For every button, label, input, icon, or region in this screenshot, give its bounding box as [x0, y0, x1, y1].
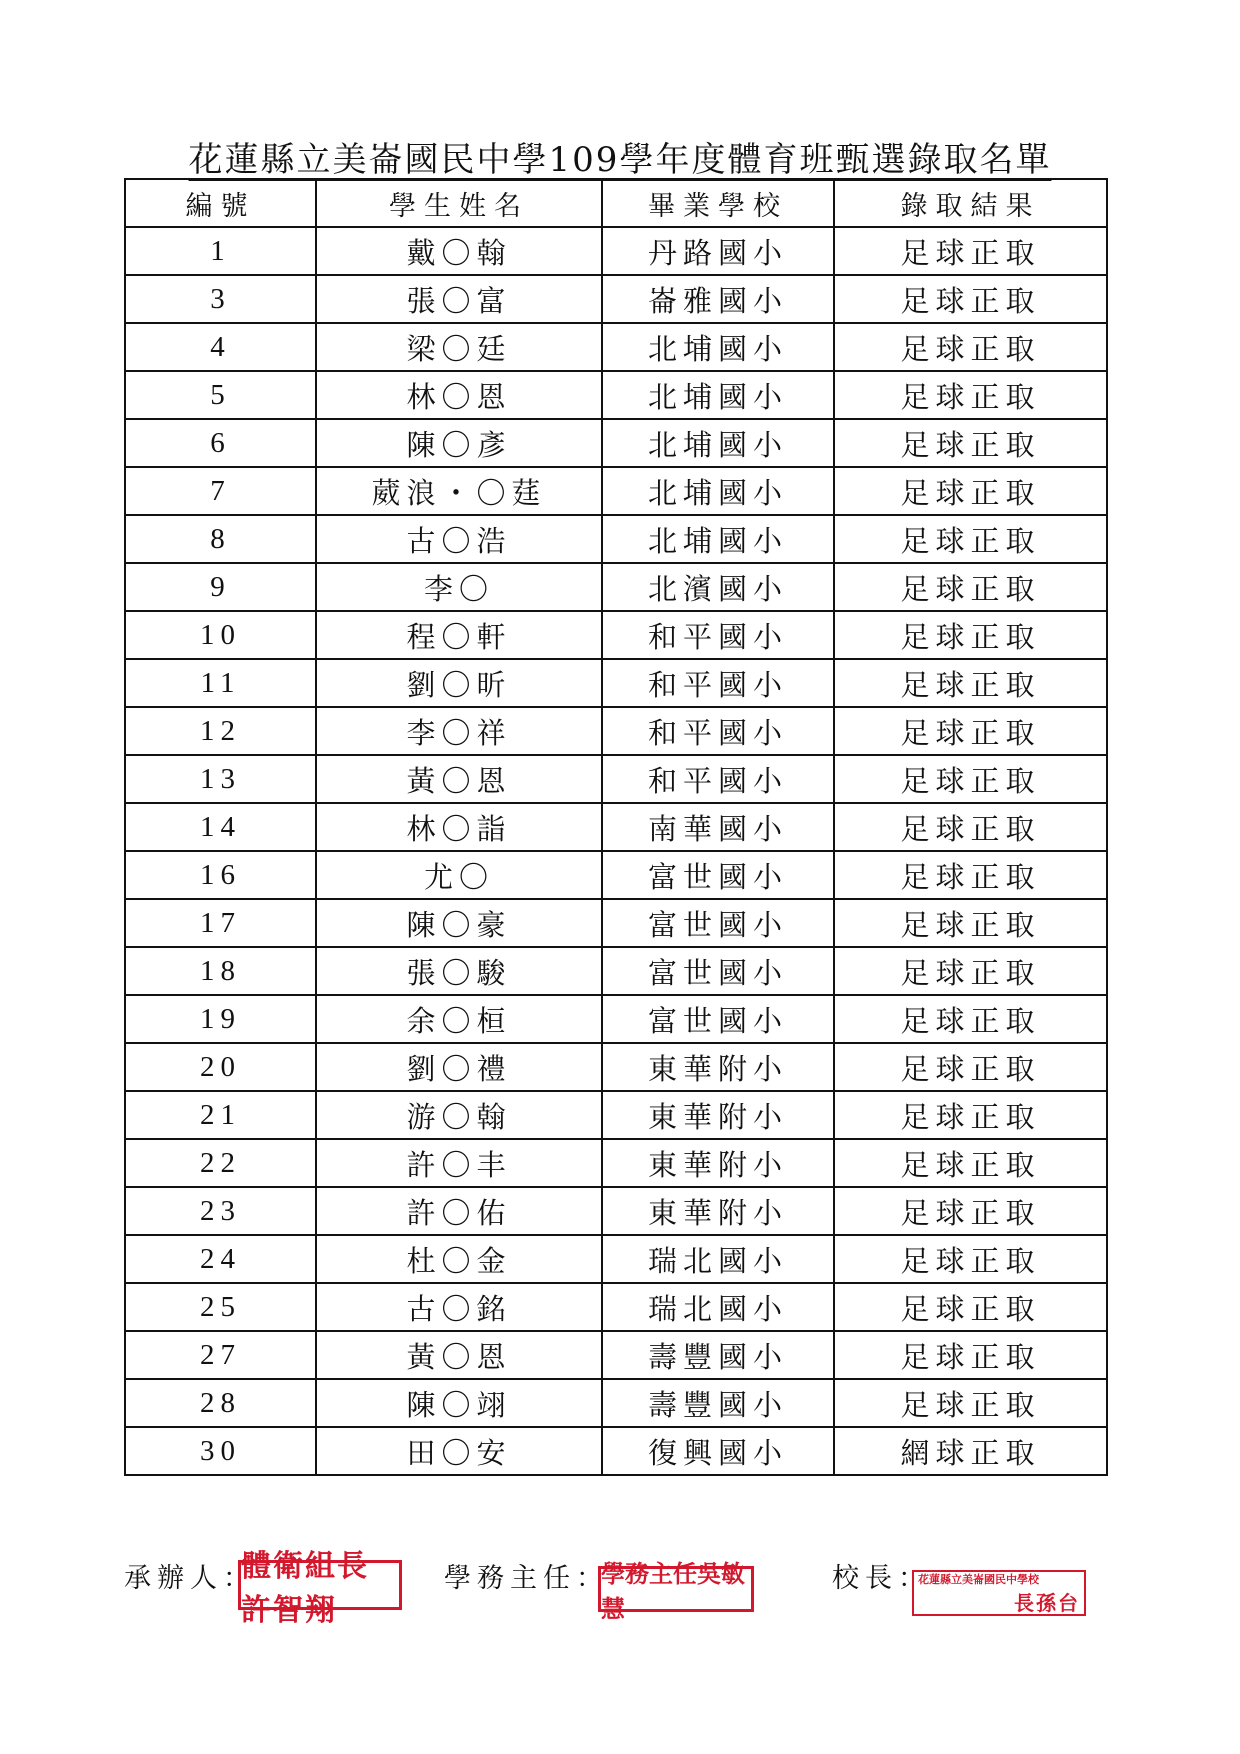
row-result: 足球正取 — [834, 899, 1107, 947]
document-title — [120, 132, 1120, 181]
row-number: 4 — [125, 323, 316, 371]
row-school: 壽豐國小 — [602, 1379, 834, 1427]
header-number: 編號 — [125, 179, 316, 227]
row-student-name: 林〇恩 — [316, 371, 602, 419]
row-school: 北埔國小 — [602, 515, 834, 563]
row-number: 1 — [125, 227, 316, 275]
row-student-name: 余〇桓 — [316, 995, 602, 1043]
row-school: 富世國小 — [602, 995, 834, 1043]
row-number: 8 — [125, 515, 316, 563]
row-result: 足球正取 — [834, 515, 1107, 563]
row-school: 崙雅國小 — [602, 275, 834, 323]
row-student-name: 許〇佑 — [316, 1187, 602, 1235]
row-result: 足球正取 — [834, 707, 1107, 755]
row-number: 5 — [125, 371, 316, 419]
row-number: 19 — [125, 995, 316, 1043]
row-number: 10 — [125, 611, 316, 659]
row-school: 東華附小 — [602, 1187, 834, 1235]
table-row — [125, 1427, 1107, 1475]
table-row — [125, 515, 1107, 563]
handler-stamp: 體衛組長 許智翔 — [238, 1560, 402, 1610]
row-student-name: 李〇祥 — [316, 707, 602, 755]
director-label: 學務主任： — [444, 1563, 609, 1594]
row-number: 23 — [125, 1187, 316, 1235]
row-school: 丹路國小 — [602, 227, 834, 275]
header-student-name: 學生姓名 — [316, 179, 602, 227]
row-school: 復興國小 — [602, 1427, 834, 1475]
table-header-row — [125, 179, 1107, 227]
table-row — [125, 275, 1107, 323]
row-student-name: 許〇丰 — [316, 1139, 602, 1187]
row-student-name: 葳浪・〇莛 — [316, 467, 602, 515]
row-result: 足球正取 — [834, 995, 1107, 1043]
row-school: 瑞北國小 — [602, 1235, 834, 1283]
table-row — [125, 227, 1107, 275]
table-row — [125, 467, 1107, 515]
row-result: 足球正取 — [834, 947, 1107, 995]
row-student-name: 林〇詣 — [316, 803, 602, 851]
row-student-name: 張〇駿 — [316, 947, 602, 995]
row-student-name: 黃〇恩 — [316, 1331, 602, 1379]
row-school: 富世國小 — [602, 947, 834, 995]
row-school: 東華附小 — [602, 1139, 834, 1187]
row-result: 足球正取 — [834, 419, 1107, 467]
table-row — [125, 1235, 1107, 1283]
row-school: 北埔國小 — [602, 371, 834, 419]
row-number: 16 — [125, 851, 316, 899]
row-school: 南華國小 — [602, 803, 834, 851]
row-result: 足球正取 — [834, 563, 1107, 611]
table-row — [125, 1283, 1107, 1331]
principal-stamp-bottom: 長孫台 — [1014, 1590, 1080, 1615]
table-row — [125, 419, 1107, 467]
row-student-name: 程〇軒 — [316, 611, 602, 659]
row-number: 28 — [125, 1379, 316, 1427]
row-number: 12 — [125, 707, 316, 755]
row-number: 6 — [125, 419, 316, 467]
row-student-name: 李〇 — [316, 563, 602, 611]
row-result: 足球正取 — [834, 227, 1107, 275]
row-student-name: 陳〇彥 — [316, 419, 602, 467]
row-number: 22 — [125, 1139, 316, 1187]
table-row — [125, 755, 1107, 803]
row-student-name: 劉〇禮 — [316, 1043, 602, 1091]
table-row — [125, 1043, 1107, 1091]
row-school: 和平國小 — [602, 611, 834, 659]
row-result: 足球正取 — [834, 1235, 1107, 1283]
row-result: 足球正取 — [834, 1139, 1107, 1187]
row-student-name: 古〇銘 — [316, 1283, 602, 1331]
header-result: 錄取結果 — [834, 179, 1107, 227]
row-result: 足球正取 — [834, 323, 1107, 371]
row-result: 足球正取 — [834, 755, 1107, 803]
row-student-name: 黃〇恩 — [316, 755, 602, 803]
row-school: 北濱國小 — [602, 563, 834, 611]
row-student-name: 古〇浩 — [316, 515, 602, 563]
row-number: 17 — [125, 899, 316, 947]
row-student-name: 劉〇昕 — [316, 659, 602, 707]
row-number: 14 — [125, 803, 316, 851]
row-student-name: 尤〇 — [316, 851, 602, 899]
row-number: 21 — [125, 1091, 316, 1139]
admission-table — [124, 178, 1108, 1476]
row-number: 27 — [125, 1331, 316, 1379]
row-result: 足球正取 — [834, 371, 1107, 419]
principal-stamp — [912, 1570, 1086, 1616]
table-row — [125, 1331, 1107, 1379]
row-result: 足球正取 — [834, 1379, 1107, 1427]
principal-stamp-top: 花蓮縣立美崙國民中學校 — [918, 1572, 1039, 1586]
table-row — [125, 803, 1107, 851]
row-result: 足球正取 — [834, 803, 1107, 851]
handler-label: 承辦人： — [124, 1563, 256, 1594]
row-result: 足球正取 — [834, 1187, 1107, 1235]
row-number: 7 — [125, 467, 316, 515]
table-row — [125, 563, 1107, 611]
row-result: 足球正取 — [834, 275, 1107, 323]
document-title-text: 花蓮縣立美崙國民中學109學年度體育班甄選錄取名單 — [188, 140, 1052, 180]
table-row — [125, 1091, 1107, 1139]
table-row — [125, 707, 1107, 755]
header-school: 畢業學校 — [602, 179, 834, 227]
row-school: 東華附小 — [602, 1091, 834, 1139]
row-student-name: 張〇富 — [316, 275, 602, 323]
table-row — [125, 371, 1107, 419]
row-number: 24 — [125, 1235, 316, 1283]
table-row — [125, 1187, 1107, 1235]
table-body — [125, 227, 1107, 1475]
table-row — [125, 611, 1107, 659]
row-school: 富世國小 — [602, 851, 834, 899]
row-result: 足球正取 — [834, 851, 1107, 899]
row-number: 20 — [125, 1043, 316, 1091]
row-result: 足球正取 — [834, 1091, 1107, 1139]
row-student-name: 陳〇豪 — [316, 899, 602, 947]
row-number: 9 — [125, 563, 316, 611]
row-result: 網球正取 — [834, 1427, 1107, 1475]
row-student-name: 戴〇翰 — [316, 227, 602, 275]
director-stamp: 學務主任吳敏慧 — [598, 1566, 754, 1612]
row-number: 3 — [125, 275, 316, 323]
table-row — [125, 1139, 1107, 1187]
table-row — [125, 995, 1107, 1043]
row-school: 東華附小 — [602, 1043, 834, 1091]
row-school: 北埔國小 — [602, 419, 834, 467]
row-school: 北埔國小 — [602, 323, 834, 371]
row-result: 足球正取 — [834, 659, 1107, 707]
table-row — [125, 947, 1107, 995]
table-row — [125, 659, 1107, 707]
table-row — [125, 323, 1107, 371]
row-number: 13 — [125, 755, 316, 803]
row-result: 足球正取 — [834, 1043, 1107, 1091]
row-school: 壽豐國小 — [602, 1331, 834, 1379]
row-student-name: 游〇翰 — [316, 1091, 602, 1139]
row-school: 瑞北國小 — [602, 1283, 834, 1331]
table-row — [125, 899, 1107, 947]
row-student-name: 陳〇翊 — [316, 1379, 602, 1427]
row-school: 富世國小 — [602, 899, 834, 947]
row-school: 和平國小 — [602, 755, 834, 803]
row-number: 18 — [125, 947, 316, 995]
row-number: 25 — [125, 1283, 316, 1331]
row-student-name: 田〇安 — [316, 1427, 602, 1475]
row-school: 和平國小 — [602, 707, 834, 755]
row-result: 足球正取 — [834, 1283, 1107, 1331]
row-school: 北埔國小 — [602, 467, 834, 515]
row-number: 30 — [125, 1427, 316, 1475]
principal-label: 校長： — [832, 1563, 931, 1594]
row-student-name: 杜〇金 — [316, 1235, 602, 1283]
table-row — [125, 1379, 1107, 1427]
row-result: 足球正取 — [834, 611, 1107, 659]
row-result: 足球正取 — [834, 467, 1107, 515]
row-result: 足球正取 — [834, 1331, 1107, 1379]
row-number: 11 — [125, 659, 316, 707]
row-school: 和平國小 — [602, 659, 834, 707]
table-row — [125, 851, 1107, 899]
row-student-name: 梁〇廷 — [316, 323, 602, 371]
